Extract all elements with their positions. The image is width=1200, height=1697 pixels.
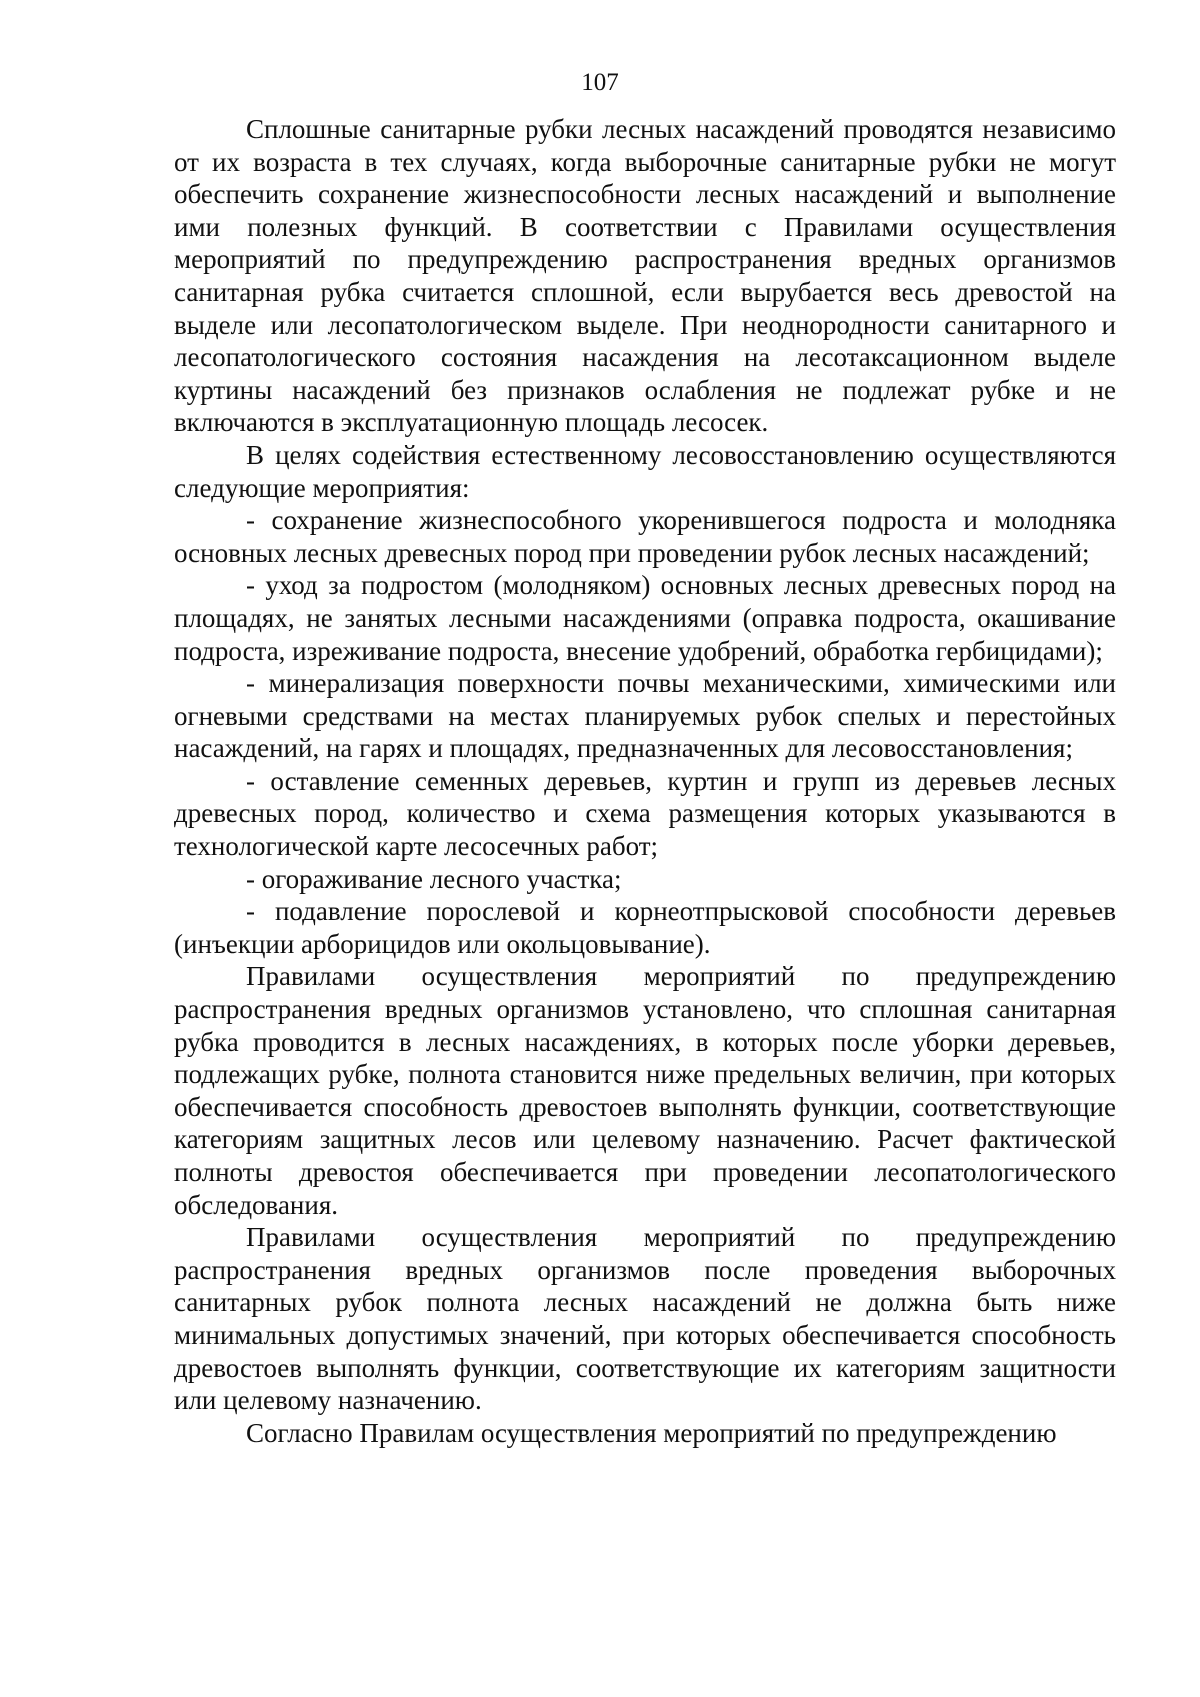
list-item-soil-mineralization: - минерализация поверхности почвы механическими, химическими или огневыми средствами на местах планируемых рубок спелых и перестойных насаждений, на гарях и площадях, предназначенных для лесовосстановления; (174, 668, 1116, 764)
paragraph-continuation: Согласно Правилам осуществления мероприятий по предупреждению (246, 1417, 1057, 1448)
list-item-coppice-suppression: - подавление порослевой и корнеотпрысковой способности деревьев (инъекции арборицидов или окольцовывание). (174, 896, 1116, 959)
document-body (174, 113, 1116, 1449)
paragraph-natural-regeneration-intro: В целях содействия естественному лесовосстановлению осуществляются следующие мероприятия: (174, 439, 1116, 503)
list-item-undergrowth-care: - уход за подростом (молодняком) основных лесных древесных пород на площадях, не занятых лесными насаждениями (оправка подроста, окашивание подроста, изреживание подроста, внесение удобрений, обработка гербицидами); (174, 570, 1116, 666)
list-item-undergrowth-preservation: - сохранение жизнеспособного укоренившегося подроста и молодняка основных лесных древесных пород при проведении рубок лесных насаждений; (174, 505, 1116, 568)
paragraph-minimum-density: Правилами осуществления мероприятий по предупреждению распространения вредных организмов после проведения выборочных санитарных рубок полнота лесных насаждений не должна быть ниже минимальных допустимых значений, при которых обеспечивается способность древостоев выполнять функции, соответствующие их категориям защитности или целевому назначению. (174, 1222, 1116, 1416)
list-item-seed-trees: - оставление семенных деревьев, куртин и групп из деревьев лесных древесных пород, количество и схема размещения которых указываются в технологической карте лесосечных работ; (174, 765, 1116, 862)
paragraph-density-threshold: Правилами осуществления мероприятий по предупреждению распространения вредных организмов установлено, что сплошная санитарная рубка проводится в лесных насаждениях, в которых после уборки деревьев, подлежащих рубке, полнота становится ниже предельных величин, при которых обеспечивается способность древостоев выполнять функции, соответствующие категориям защитных лесов или целевому назначению. Расчет фактической полноты древостоя обеспечивается при проведении лесопатологического обследования. (174, 961, 1116, 1220)
list-item-fencing: - огораживание лесного участка; (246, 863, 622, 894)
page-number: 107 (581, 69, 619, 96)
paragraph-clear-sanitary-felling: Сплошные санитарные рубки лесных насаждений проводятся независимо от их возраста в тех случаях, когда выборочные санитарные рубки не могут обеспечить сохранение жизнеспособности лесных насаждений и выполнение ими полезных функций. В соответствии с Правилами осуществления мероприятий по предупреждению распространения вредных организмов санитарная рубка считается сплошной, если вырубается весь древостой на выделе или лесопатологическом выделе. При неоднородности санитарного и лесопатологического состояния насаждения на лесотаксационном выделе куртины насаждений без признаков ослабления не подлежат рубке и не включаются в эксплуатационную площадь лесосек. (174, 114, 1116, 438)
